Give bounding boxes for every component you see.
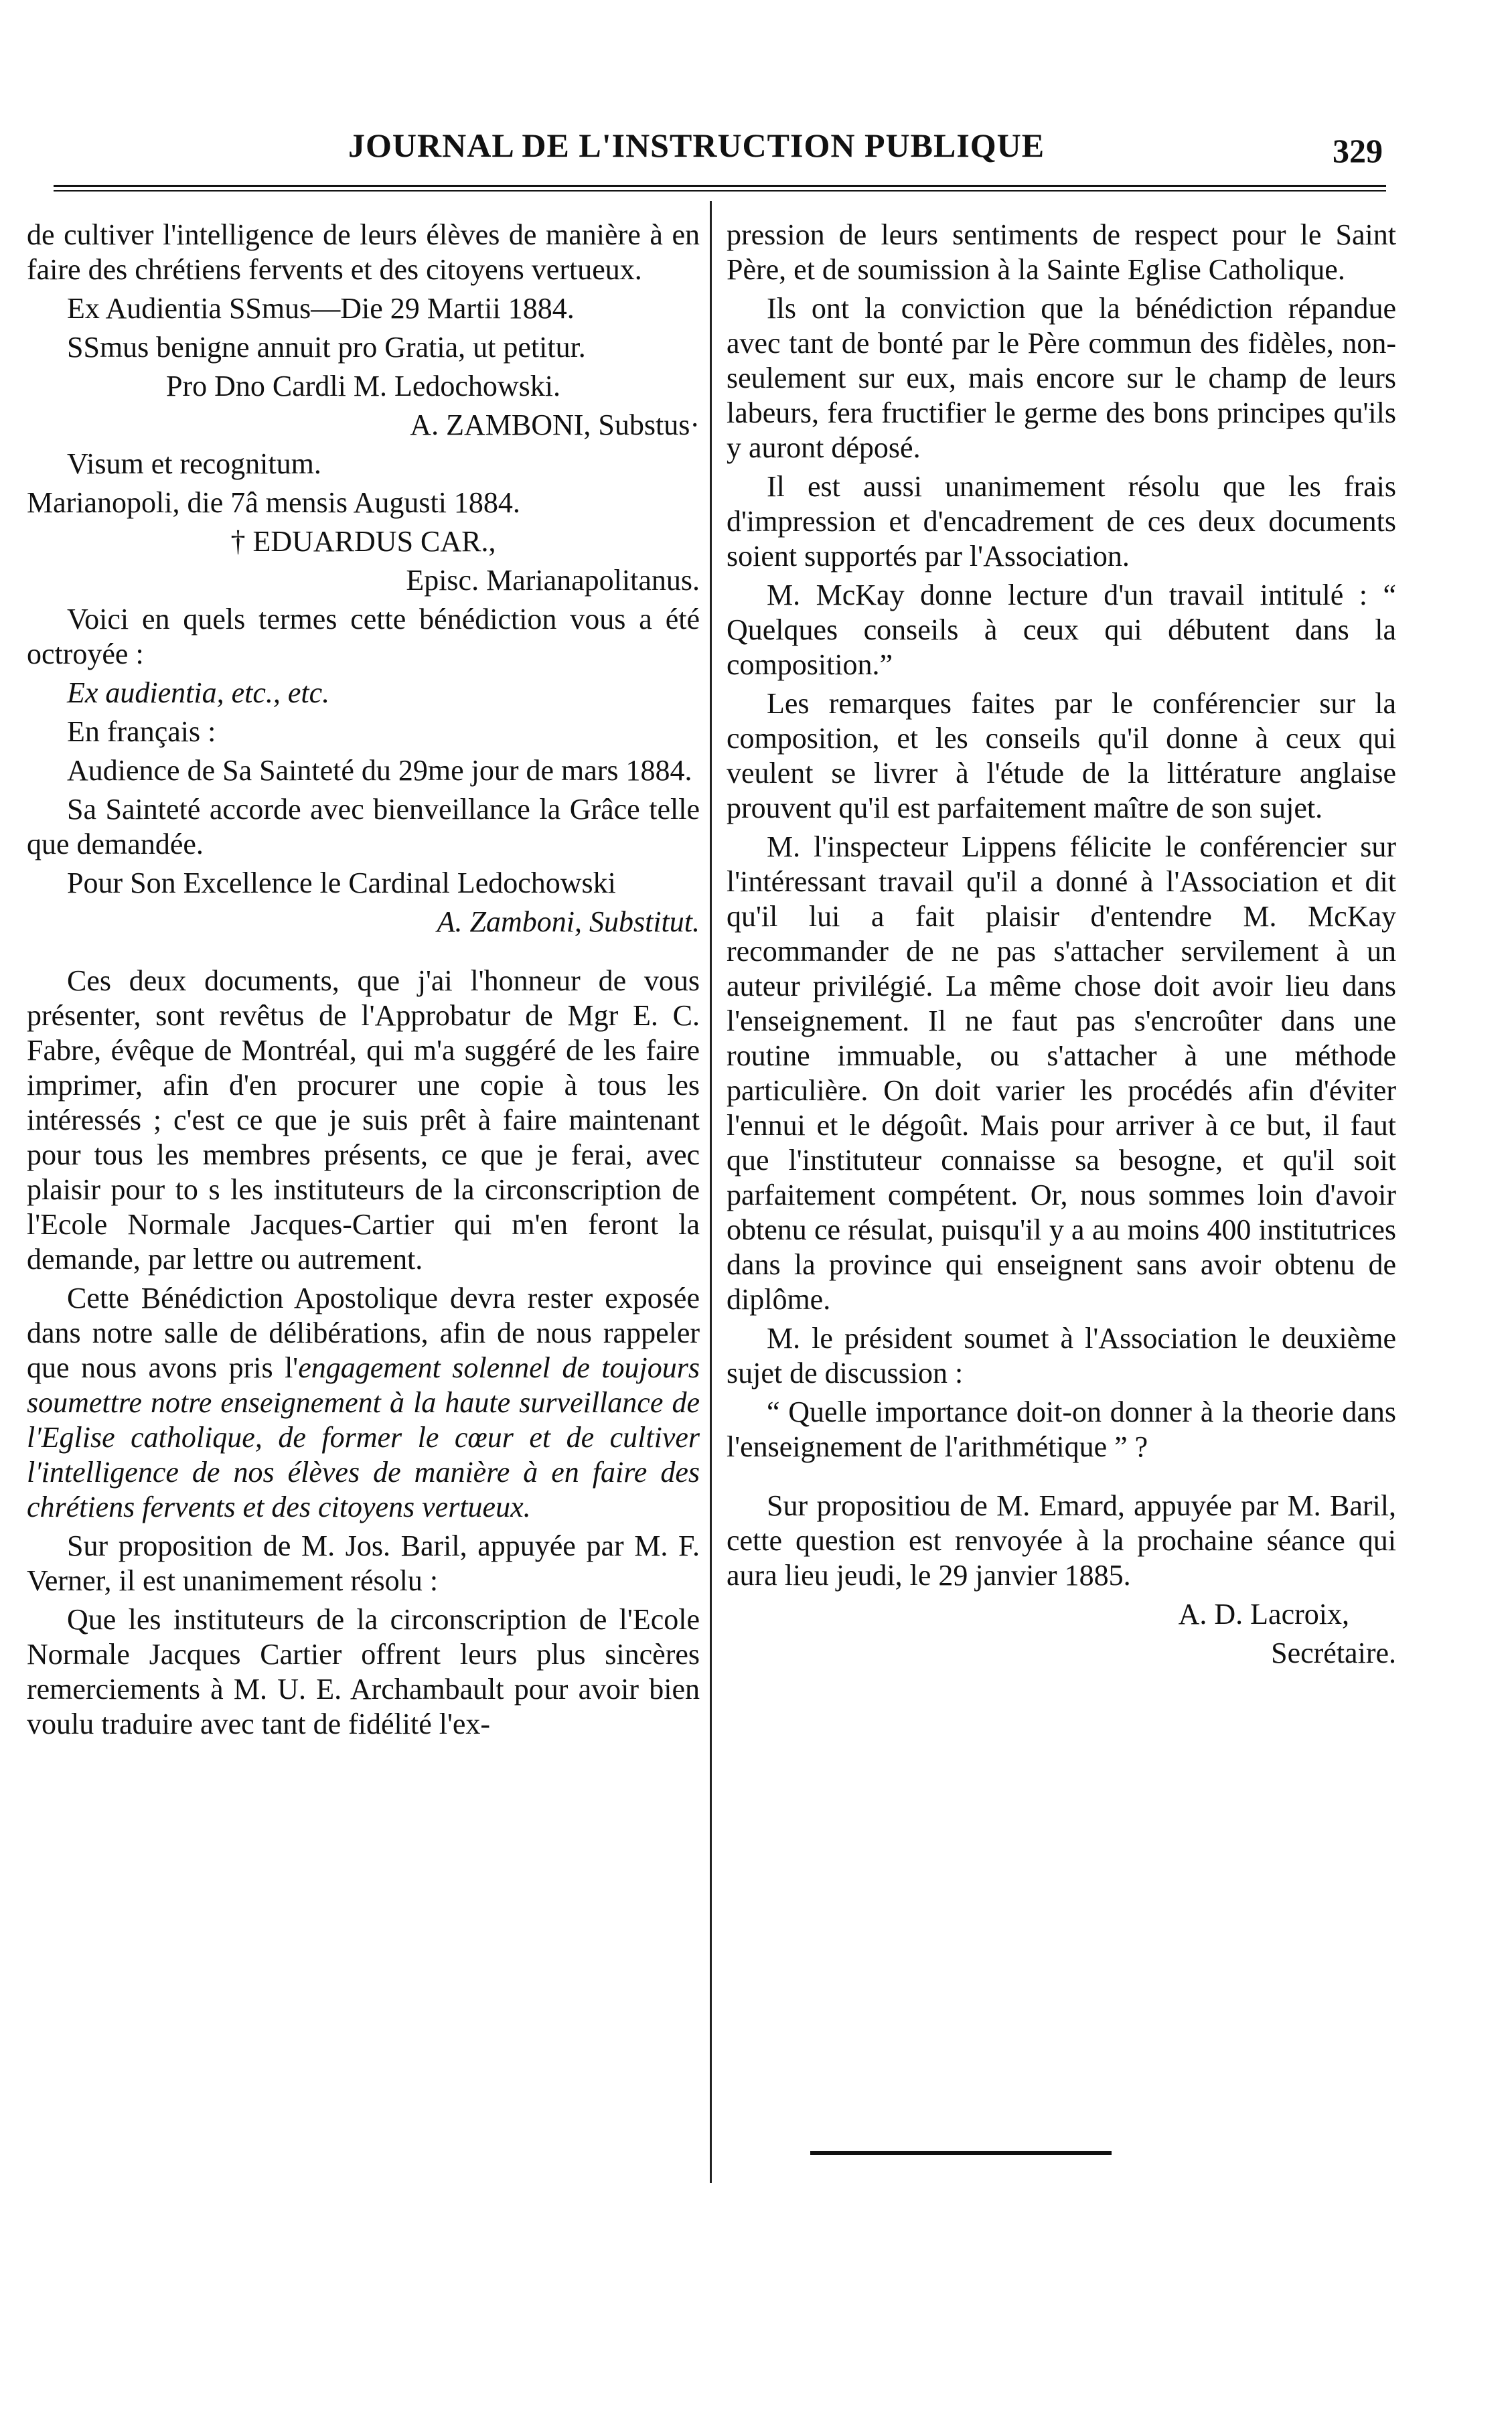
paragraph: M. l'inspecteur Lippens félicite le conférencier sur l'intéressant travail qu'il a donné à l'Association et dit qu'il lui a fait plaisir d'entendre M. McKay recommander de ne pas s'attacher servilement à un auteur privilégié. La même chose doit avoir lieu dans l'enseignement. Il ne faut pas s'encroûter dans une routine immuable, ou s'attacher à une méthode particulière. On doit varier les procédés afin d'éviter l'ennui et le dégoût. Mais pour arriver à ce but, il faut que l'instituteur connaisse sa besogne, et qu'il soit parfaitement compétent. Or, nous sommes loin d'avoir obtenu ce résulat, puisqu'il y a au moins 400 institutrices dans la province qui enseignent sans avoir obtenu de diplôme.	[727, 830, 1396, 1316]
paragraph: SSmus benigne annuit pro Gratia, ut petitur.	[67, 331, 586, 364]
paragraph: Marianopoli, die 7â mensis Augusti 1884.	[27, 486, 520, 519]
right-column	[727, 218, 1396, 1675]
paragraph-text: Cette Bénédiction Apostolique devra rester exposée dans notre salle de délibérations, afin de nous rappeler que nous avons pris l'	[27, 1282, 700, 1384]
end-rule	[810, 2151, 1112, 2155]
signature-line: Pro Dno Cardli M. Ledochowski.	[165, 370, 561, 402]
paragraph: Visum et recognitum.	[67, 447, 321, 480]
paragraph: Sur proposition de M. Jos. Baril, appuyée par M. F. Verner, il est unanimement résolu :	[27, 1529, 700, 1597]
header-rule-secondary	[54, 190, 1386, 192]
paragraph: Que les instituteurs de la circonscription de l'Ecole Normale Jacques Cartier offrent leurs plus sincères remerciements à M. U. E. Archambault pour avoir bien voulu traduire avec tant de fidélité l'ex-	[27, 1603, 700, 1740]
paragraph: Il est aussi unanimement résolu que les frais d'impression et d'encadrement de ces deux documents soient supportés par l'Association.	[727, 470, 1396, 573]
column-divider	[710, 201, 712, 2183]
signature-title: Secrétaire.	[1271, 1637, 1396, 1669]
signature-line: † EDUARDUS CAR.,	[230, 525, 496, 558]
paragraph: Voici en quels termes cette bénédiction vous a été octroyée :	[27, 603, 700, 670]
paragraph: M. le président soumet à l'Association le deuxième sujet de discussion :	[727, 1322, 1396, 1389]
paragraph: pression de leurs sentiments de respect pour le Saint Père, et de soumission à la Sainte Eglise Catholique.	[727, 218, 1396, 286]
page-number: 329	[1333, 132, 1383, 169]
signature-line: Episc. Marianapolitanus.	[406, 564, 700, 597]
paragraph: Ils ont la conviction que la bénédiction répandue avec tant de bonté par le Père commun des fidèles, non-seulement sur eux, mais encore sur le champ de leurs labeurs, fera fructifier le germe des bons principes qu'ils y auront déposé.	[727, 292, 1396, 464]
paragraph: Ex audientia, etc., etc.	[67, 676, 330, 709]
paragraph: Sur propositiou de M. Emard, appuyée par M. Baril, cette question est renvoyée à la prochaine séance qui aura lieu jeudi, le 29 janvier 1885.	[727, 1489, 1396, 1592]
spacer	[27, 943, 700, 964]
spacer	[727, 1468, 1396, 1489]
header-rule	[54, 185, 1386, 187]
paragraph: Ces deux documents, que j'ai l'honneur de vous présenter, sont revêtus de l'Approbatur de Mgr E. C. Fabre, évêque de Montréal, qui m'a suggéré de les faire imprimer, afin d'en procurer une copie à tous les intéressés ; c'est ce que je suis prêt à faire maintenant pour tous les membres présents, ce que je ferai, avec plaisir pour to s les instituteurs de la circonscription de l'Ecole Normale Jacques-Cartier qui m'en feront la demande, par lettre ou autrement.	[27, 964, 700, 1276]
signature-name: A. D. Lacroix,	[1178, 1598, 1349, 1631]
paragraph: de cultiver l'intelligence de leurs élèves de manière à en faire des chrétiens fervents et des citoyens vertueux.	[27, 218, 700, 286]
paragraph: M. McKay donne lecture d'un travail intitulé : “ Quelques conseils à ceux qui débutent dans la composition.”	[727, 579, 1396, 681]
paragraph-italic-text: engagement solennel de toujours soumettre notre enseignement à la haute surveillance de l'Eglise catholique, de former le cœur et de cultiver l'intelligence de nos élèves de manière à en faire des chrétiens fervents et des citoyens vertueux.	[27, 1351, 700, 1523]
journal-title: JOURNAL DE L'INSTRUCTION PUBLIQUE	[348, 127, 1045, 164]
left-column	[27, 218, 700, 1746]
paragraph: En français :	[67, 715, 216, 748]
paragraph: Pour Son Excellence le Cardinal Ledochowski	[67, 866, 616, 899]
signature-line: A. Zamboni, Substitut.	[437, 905, 700, 938]
paragraph: Les remarques faites par le conférencier sur la composition, et les conseils qu'il donne à ceux qui veulent se livrer à l'étude de la littérature anglaise prouvent qu'il est parfaitement maître de son sujet.	[727, 687, 1396, 824]
paragraph	[27, 1281, 700, 1525]
paragraph: Sa Sainteté accorde avec bienveillance la Grâce telle que demandée.	[27, 793, 700, 860]
paragraph: Audience de Sa Sainteté du 29me jour de mars 1884.	[67, 754, 692, 787]
signature-line: A. ZAMBONI, Substus·	[410, 408, 700, 441]
page-header	[0, 126, 1512, 179]
paragraph: “ Quelle importance doit-on donner à la theorie dans l'enseignement de l'arithmétique ” ?	[727, 1395, 1396, 1463]
paragraph: Ex Audientia SSmus—Die 29 Martii 1884.	[67, 292, 575, 325]
